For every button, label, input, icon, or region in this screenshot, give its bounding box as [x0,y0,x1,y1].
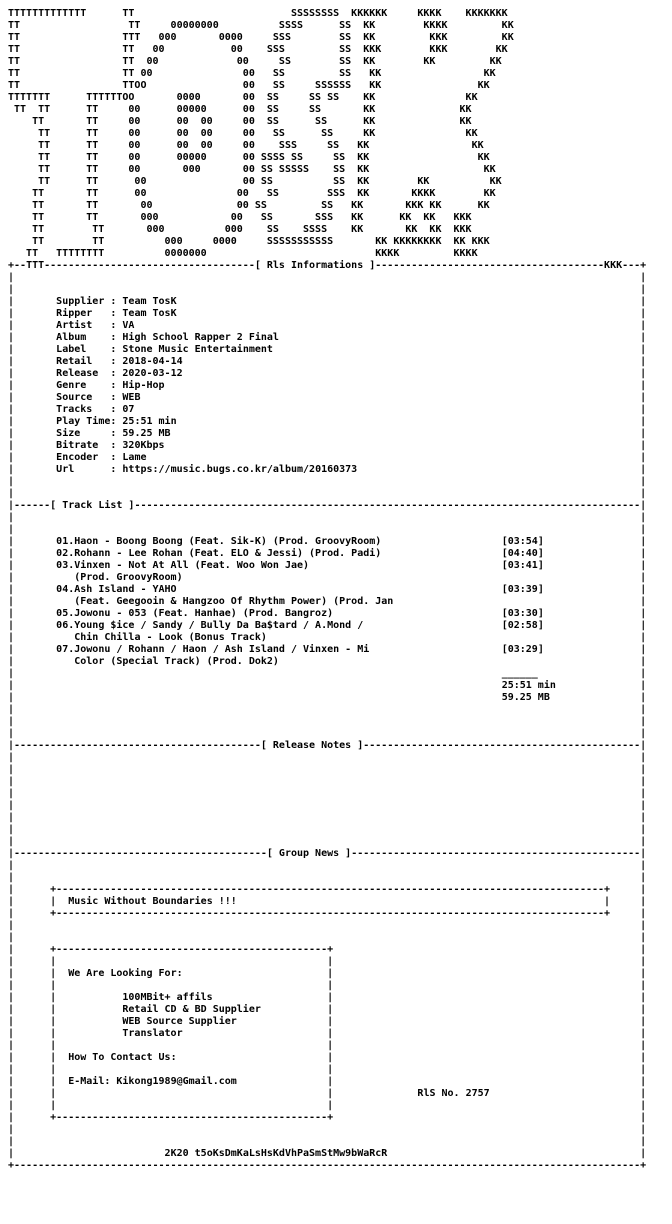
section-header-track-list: [ Track List ] [50,500,135,511]
info-value: 2018-04-14 [122,356,183,367]
recruit-item: Retail CD & BD Supplier [122,1004,261,1015]
track-duration: [04:40] [501,548,544,559]
logo-art-line: TT TT 00 00 SSS SS KKK KKK KK [8,44,508,55]
track-duration: [03:41] [501,560,544,571]
total-size: 59.25 MB [501,692,550,703]
info-key: Retail [56,356,111,367]
info-key: Tracks [56,404,111,415]
info-value: 25:51 min [122,416,177,427]
info-key: Ripper [56,308,111,319]
recruit-item: Translator [122,1028,183,1039]
track-title-cont: (Prod. GroovyRoom) [56,572,183,583]
info-key: Url [56,464,111,475]
section-header-rls-info: [ Rls Informations ] [254,260,376,271]
info-key: Label [56,344,111,355]
logo-art-line: TT TTOO 00 SS SSSSSS KK KK [8,80,490,91]
logo-art-line: TT TT 000 0000 SSSSSSSSSSS KK KKKKKKKK KK KKK [8,236,490,247]
logo-tail-left: TTT [26,260,45,271]
track-title: 06.Young $ice / Sandy / Bully Da Ba$tard / A.Mond / [56,620,364,631]
track-duration: [03:39] [501,584,544,595]
info-key: Bitrate [56,440,111,451]
info-value: Team TosK [122,296,177,307]
info-key: Source [56,392,111,403]
rls-number: RlS No. 2757 [417,1088,490,1099]
logo-art-line: TT TT 00000000 SSSS SS KK KKKK KK [8,20,514,31]
info-value: Team TosK [122,308,177,319]
track-duration: [03:29] [501,644,544,655]
logo-art-line: TT TT 00 00000 00 SSSS SS SS KK KK [8,152,490,163]
logo-art-line: TT TT 00 00 SS SS KK KK KK [8,56,502,67]
news-banner: Music Without Boundaries !!! [68,896,237,907]
track-duration: [03:30] [501,608,544,619]
logo-art-line: TT TTT 000 0000 SSS SS KK KKK KK [8,32,514,43]
info-key: Encoder [56,452,111,463]
track-title: 05.Jowonu - 053 (Feat. Hanhae) (Prod. Bangroz) [56,608,334,619]
recruit-item: WEB Source Supplier [122,1016,237,1027]
logo-art-line: TTTTTTT TTTTTTOO 0000 00 SS SS SS KK KK [8,92,478,103]
info-key: Size [56,428,111,439]
logo-art-line: TT TT 00 00 00 00 SS SS KK KK [8,116,472,127]
recruit-item: 100MBit+ affils [122,992,213,1003]
info-key: Album [56,332,111,343]
logo-art-line: TT TTTTTTTT 0000000 KKKK KKKK [8,248,478,259]
logo-art-line: TT TT 000 000 SS SSSS KK KK KK KKK [8,224,472,235]
info-value: 2020-03-12 [122,368,183,379]
track-title: 01.Haon - Boong Boong (Feat. Sik-K) (Prod. GroovyRoom) [56,536,382,547]
info-key: Artist [56,320,111,331]
info-key: Supplier [56,296,111,307]
info-value: 07 [122,404,135,415]
logo-art-line: TT TT 00 00 SS SSS KK KKKK KK [8,188,496,199]
info-key: Genre [56,380,111,391]
logo-art-line: TT TT 000 00 SS SSS KK KK KK KKK [8,212,472,223]
logo-art-line: TT TT 00 00 00 00 SS SS KK KK [8,128,478,139]
info-key: Release [56,368,111,379]
info-value: High School Rapper 2 Final [122,332,279,343]
info-value: 59.25 MB [122,428,171,439]
contact-heading: How To Contact Us: [68,1052,177,1063]
track-title: 03.Vinxen - Not At All (Feat. Woo Won Jae) [56,560,310,571]
logo-art-line: TTTTTTTTTTTTT TT SSSSSSSS KKKKKK KKKK KKKKKKK [8,8,508,19]
info-value: Lame [122,452,147,463]
contact-email: E-Mail: Kikong1989@Gmail.com [68,1076,237,1087]
track-title: 04.Ash Island - YAHO [56,584,177,595]
logo-art-line: TT TT 00 000 00 SS SSSSS SS KK KK [8,164,496,175]
section-header-group-news: [ Group News ] [266,848,352,859]
recruit-heading: We Are Looking For: [68,968,183,979]
track-title: 07.Jowonu / Rohann / Haon / Ash Island / Vinxen - Mi [56,644,370,655]
info-value: https://music.bugs.co.kr/album/20160373 [122,464,358,475]
info-value: WEB [122,392,141,403]
totals-rule: ______ [501,668,538,679]
logo-tail-right: KKK [604,260,623,271]
logo-art-line: TT TT 00 00 SS SS KK KK KK [8,176,502,187]
nfo-text: TTTTTTTTTTTTT TT SSSSSSSS KKKKKK KKKK KKKKKKK TT TT 00000000 SSSS SS KK KKKK KK TT TTT 000 0000 SSS SS KK KKK KK TT TT 00 00 SSS SS KKK KKK KK TT TT 00 00 SS SS KK KK KK TT TT 00 00 SS SS KK KK TT TTOO 00 SS SSSSSS KK KK TTTTTTT TTTTTTOO 0000 00 SS SS SS KK KK TT TT TT 00 00000 00 SS SS KK KK TT TT 00 00 00 00 SS SS KK KK TT TT 00 00 00 00 SS SS KK KK TT TT 00 00 00 00 SSS SS KK KK TT TT 00 00000 00 SSSS SS SS KK KK TT TT 00 000 00 SS SSSSS SS KK KK TT TT 00 00 SS SS KK KK KK TT TT 00 00 SS SSS KK KKKK KK TT TT 00 00 SS SS KK KKK KK KK TT TT 000 00 SS SSS KK KK KK KKK TT TT 000 000 SS SSSS KK KK KK KKK TT TT 000 0000 SSSSSSSSSSS KK KKKKKKKK KK KKK TT TTTTTTTT 0000000 KKKK KKKK +--TTT-----------------------------------[ Rls Informations ]--------------------------------------KKK---+ | | | | | Supplier : Team TosK | | Ripper : Team TosK | | Artist : VA | | Album : High School Rapper 2 Final | | Label : Stone Music Entertainment | | Retail : 2018-04-14 | | Release : 2020-03-12 | | Genre : Hip-Hop | | Source : WEB | | Tracks : 07 | | Play Time: 25:51 min | | Size : 59.25 MB | | Bitrate : 320Kbps | | Encoder : Lame | | Url : https://music.bugs.co.kr/album/20160373 | | | | | |------[ Track List ]------------------------------------------------------------------------------------| | | | | | 01.Haon - Boong Boong (Feat. Sik-K) (Prod. GroovyRoom) [03:54] | | 02.Rohann - Lee Rohan (Feat. ELO & Jessi) (Prod. Padi) [04:40] | | 03.Vinxen - Not At All (Feat. Woo Won Jae) [03:41] | | (Prod. GroovyRoom) | | 04.Ash Island - YAHO [03:39] | | (Feat. Geegooin & Hangzoo Of Rhythm Power) (Prod. Jan | | 05.Jowonu - 053 (Feat. Hanhae) (Prod. Bangroz) [03:30] | | 06.Young $ice / Sandy / Bully Da Ba$tard / A.Mond / [02:58] | | Chin Chilla - Look (Bonus Track) | | 07.Jowonu / Rohann / Haon / Ash Island / Vinxen - Mi [03:29] | | Color (Special Track) (Prod. Dok2) | | ______ | | 25:51 min | | 59.25 MB | | | | | | | |-----------------------------------------[ Release Notes ]----------------------------------------------| | | | | | | | | | | | | | | | | |------------------------------------------[ Group News ]------------------------------------------------| | | | | | +-------------------------------------------------------------------------------------------+ | | | Music Without Boundaries !!! | | | +-------------------------------------------------------------------------------------------+ | | | | | | +---------------------------------------------+ | | | | | | | We Are Looking For: | | | | | | | | 100MBit+ affils | | | | Retail CD & BD Supplier | | | | WEB Source Supplier | | | | Translator | | | | | | | | How To Contact Us: | | | | | | | | E-Mail: Kikong1989@Gmail.com | | | | | RlS No. 2757 | | | | | | +---------------------------------------------+ | | | | | | 2K20 t5oKsDmKaLsHsKdVhPaSmStMw9bWaRcR | +--------------------------------------------------------------------------------------------------------+ [8,8,647,1171]
info-key: Play Time [56,416,111,427]
section-header-release-notes: [ Release Notes ] [260,740,364,751]
info-value: 320Kbps [122,440,165,451]
logo-art-line: TT TT 00 00 00 00 SSS SS KK KK [8,140,484,151]
track-title-cont: Color (Special Track) (Prod. Dok2) [56,656,279,667]
logo-art-line: TT TT 00 00 SS SS KK KK [8,68,496,79]
total-play-time: 25:51 min [501,680,556,691]
info-value: Hip-Hop [122,380,165,391]
track-title-cont: (Feat. Geegooin & Hangzoo Of Rhythm Power) (Prod. Jan [56,596,394,607]
track-duration: [03:54] [501,536,544,547]
footer-tag: 2K20 t5oKsDmKaLsHsKdVhPaSmStMw9bWaRcR [164,1148,388,1159]
info-value: Stone Music Entertainment [122,344,273,355]
track-title: 02.Rohann - Lee Rohan (Feat. ELO & Jessi) (Prod. Padi) [56,548,382,559]
info-value: VA [122,320,135,331]
logo-art-line: TT TT TT 00 00000 00 SS SS KK KK [8,104,472,115]
track-duration: [02:58] [501,620,544,631]
track-title-cont: Chin Chilla - Look (Bonus Track) [56,632,267,643]
logo-art-line: TT TT 00 00 SS SS KK KKK KK KK [8,200,490,211]
